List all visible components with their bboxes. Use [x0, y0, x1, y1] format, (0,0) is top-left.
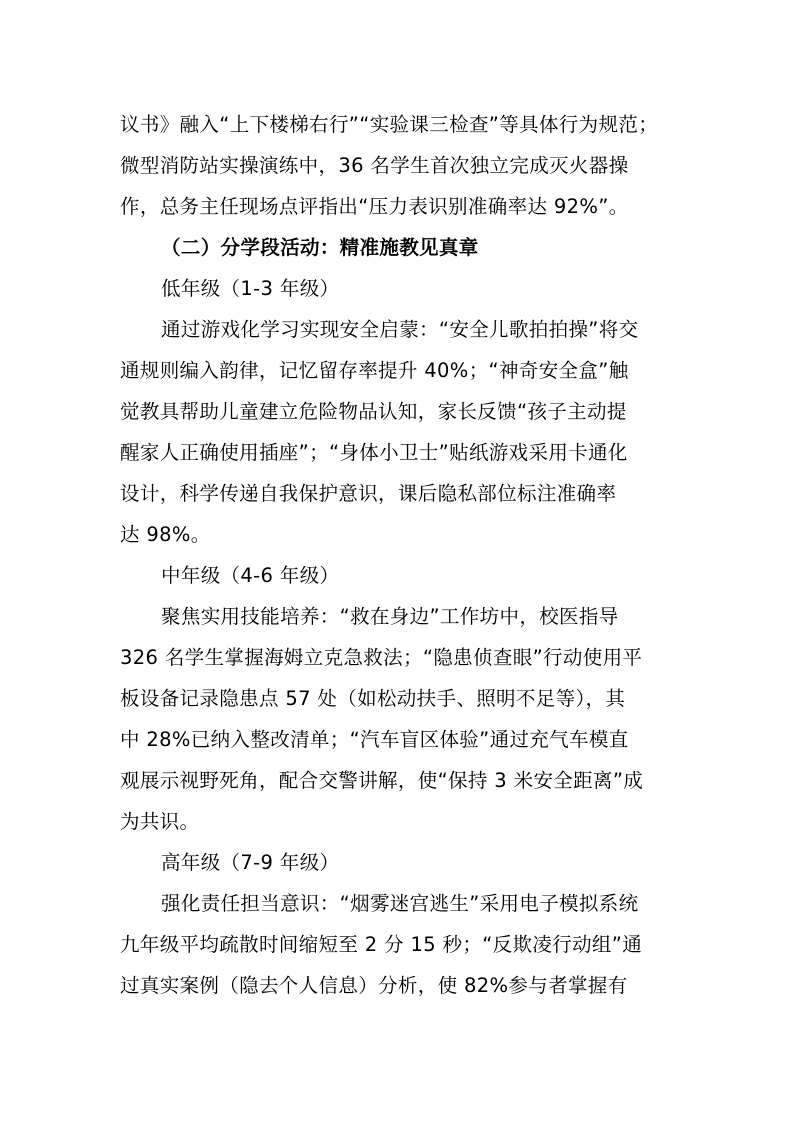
- text-line: 微型消防站实操演练中，36 名学生首次独立完成灭火器操: [120, 154, 629, 177]
- text-line: 九年级平均疏散时间缩短至 2 分 15 秒；“反欺凌行动组”通: [120, 933, 643, 956]
- text-line: 过真实案例（隐去个人信息）分析，使 82%参与者掌握有: [120, 974, 628, 997]
- text-line: 中 28%已纳入整改清单；“汽车盲区体验”通过充气车模直: [120, 728, 629, 751]
- body-text: [120, 104, 680, 1006]
- text-line: 326 名学生掌握海姆立克急救法；“隐患侦查眼”行动使用平: [120, 646, 643, 669]
- subheading-middle-grade: 中年级（4-6 年级）: [161, 564, 340, 587]
- text-line: 通规则编入韵律，记忆留存率提升 40%；“神奇安全盒”触: [120, 359, 629, 382]
- text-line: 醒家人正确使用插座”；“身体小卫士”贴纸游戏采用卡通化: [120, 441, 628, 464]
- text-line: 强化责任担当意识：“烟雾迷宫逃生”采用电子模拟系统: [161, 892, 639, 915]
- text-line: 达 98%。: [120, 523, 211, 546]
- text-line: 议书》融入“上下楼梯右行”“实验课三检查”等具体行为规范；: [120, 113, 659, 136]
- subheading-upper-grade: 高年级（7-9 年级）: [161, 851, 340, 874]
- text-line: 为共识。: [120, 810, 200, 833]
- text-line: 觉教具帮助儿童建立危险物品认知，家长反馈“孩子主动提: [120, 400, 627, 423]
- text-line: 聚焦实用技能培养：“救在身边”工作坊中，校医指导: [161, 605, 619, 628]
- text-line: 设计，科学传递自我保护意识，课后隐私部位标注准确率: [120, 482, 617, 505]
- text-line: 板设备记录隐患点 57 处（如松动扶手、照明不足等），其: [120, 687, 626, 710]
- subheading-lower-grade: 低年级（1-3 年级）: [161, 277, 340, 300]
- text-line: 观展示视野死角，配合交警讲解，使“保持 3 米安全距离”成: [120, 769, 644, 792]
- text-line: 作，总务主任现场点评指出“压力表识别准确率达 92%”。: [120, 195, 629, 218]
- text-line: 通过游戏化学习实现安全启蒙：“安全儿歌拍拍操”将交: [161, 318, 639, 341]
- section-heading: （二）分学段活动：精准施教见真章: [161, 236, 479, 259]
